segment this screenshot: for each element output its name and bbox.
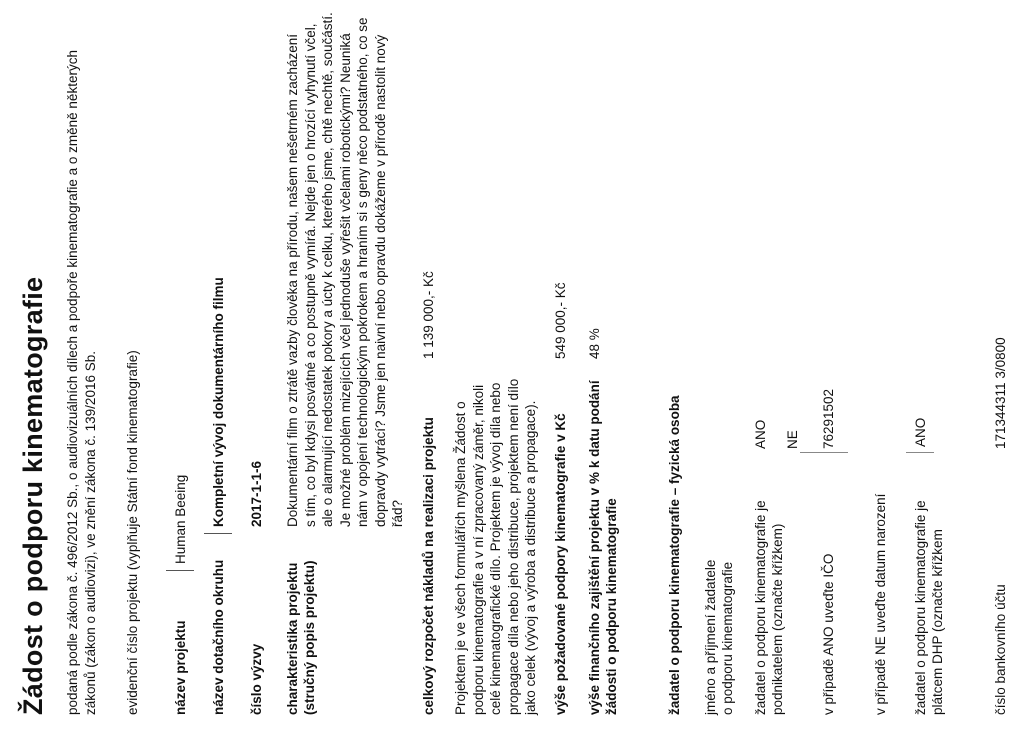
- requested-support-value: 549 000,- Kč: [553, 282, 568, 359]
- vat-value: ANO: [913, 417, 928, 447]
- applicant-name-label-1: jméno a příjmení žadatele: [703, 559, 718, 715]
- bank-account-value: 171344311 3/0800: [993, 337, 1008, 449]
- evidence-number-label: evidenční číslo projektu (vyplňuje Státní fond kinematografie): [125, 350, 140, 715]
- program-name-value: Kompletní vývoj dokumentárního filmu: [211, 277, 226, 527]
- characteristics-label-1: charakteristika projektu: [285, 562, 300, 715]
- financing-label-2: žádosti o podporu kinematografie: [604, 498, 619, 715]
- field-divider: [204, 533, 232, 534]
- characteristics-line: řád?: [390, 499, 405, 527]
- field-divider: [166, 570, 194, 571]
- note-line: propagace díla nebo jeho distribuce, projektem není dílo: [505, 378, 521, 715]
- financing-value: 48 %: [587, 328, 602, 359]
- total-budget-value: 1 139 000,- Kč: [421, 271, 436, 359]
- characteristics-text: [284, 7, 407, 527]
- call-number-label: číslo výzvy: [249, 643, 264, 715]
- intro-line-2: zákonů (zákon o audiovizi), ve znění zákona č. 139/2016 Sb.: [83, 351, 98, 715]
- project-name-label: název projektu: [173, 620, 188, 715]
- characteristics-label-2: (stručný popis projektu): [302, 560, 317, 715]
- vat-label-1: žadatel o podporu kinematografie je: [913, 500, 928, 715]
- characteristics-line: Dokumentární film o ztrátě vazby člověka na přírodu, našem nešetrném zacházení: [285, 34, 300, 527]
- field-divider: [800, 452, 848, 453]
- characteristics-line: ale o alarmující nedostatek pokory a úcty k celku, kterého jsme, chtě nechtě, součástí.: [320, 12, 335, 527]
- ico-value: 76291502: [821, 388, 836, 449]
- characteristics-line: dopravdy vytrácí? Jsme jen naivní nebo opravdu dokážeme v přírodě nastolit nový: [372, 34, 388, 527]
- requested-support-label: výše požadované podpory kinematografie v Kč: [553, 413, 568, 715]
- entrepreneur-label-2: podnikatelem (označte křížkem): [770, 523, 785, 715]
- ico-label: v případě ANO uveďte IČO: [821, 553, 836, 715]
- note-line: jako celek (vývoj a výroba a distribuce a propagace).: [523, 400, 538, 715]
- applicant-heading: žadatel o podporu kinematografie – fyzická osoba: [667, 395, 682, 715]
- project-definition-note: [452, 355, 540, 715]
- characteristics-line: Je možné problém mizejících včel jednoduše vyřešit včelami robotickými? Neuniká: [337, 33, 353, 527]
- entrepreneur-no-option: NE: [785, 430, 800, 449]
- note-line: Projektem je ve všech formulářích myšlena Žádost o: [453, 401, 468, 715]
- call-number-value: 2017-1-1-6: [249, 460, 264, 527]
- bank-account-label: číslo bankovního účtu: [993, 584, 1008, 715]
- program-name-label: název dotačního okruhu: [211, 559, 226, 715]
- birthdate-label: v případě NE uveďte datum narození: [873, 493, 888, 715]
- characteristics-line: nám v opojení technologickým pokrokem a hraním si s geny něco podstatného, co se: [355, 17, 370, 527]
- entrepreneur-label-1: žadatel o podporu kinematografie je: [753, 500, 768, 715]
- total-budget-label: celkový rozpočet nákladů na realizaci projektu: [421, 417, 436, 715]
- applicant-name-label-2: o podporu kinematografie: [720, 561, 735, 715]
- financing-label-1: výše finančního zajištění projektu v % k datu podání: [587, 380, 602, 715]
- project-name-value: Human Beeing: [173, 474, 188, 564]
- characteristics-line: s tím, co byl kdysi posvátné a co postupně vymírá. Nejde jen o hrozící vyhynutí včel,: [302, 23, 318, 527]
- vat-label-2: plátcem DHP (označte křížkem: [930, 529, 945, 715]
- note-line: celé kinematografické dílo. Projektem je vývoj díla nebo: [488, 382, 503, 715]
- intro-line-1: podaná podle zákona č. 496/2012 Sb., o audiovizuálních dílech a podpoře kinematografie a o změně některých: [65, 50, 80, 715]
- form-title: Žádost o podporu kinematografie: [18, 276, 48, 715]
- field-divider: [906, 452, 934, 453]
- note-line: podporu kinematografie a v ní zpracovaný záměr, nikoli: [470, 384, 486, 715]
- entrepreneur-yes-option: ANO: [753, 419, 768, 449]
